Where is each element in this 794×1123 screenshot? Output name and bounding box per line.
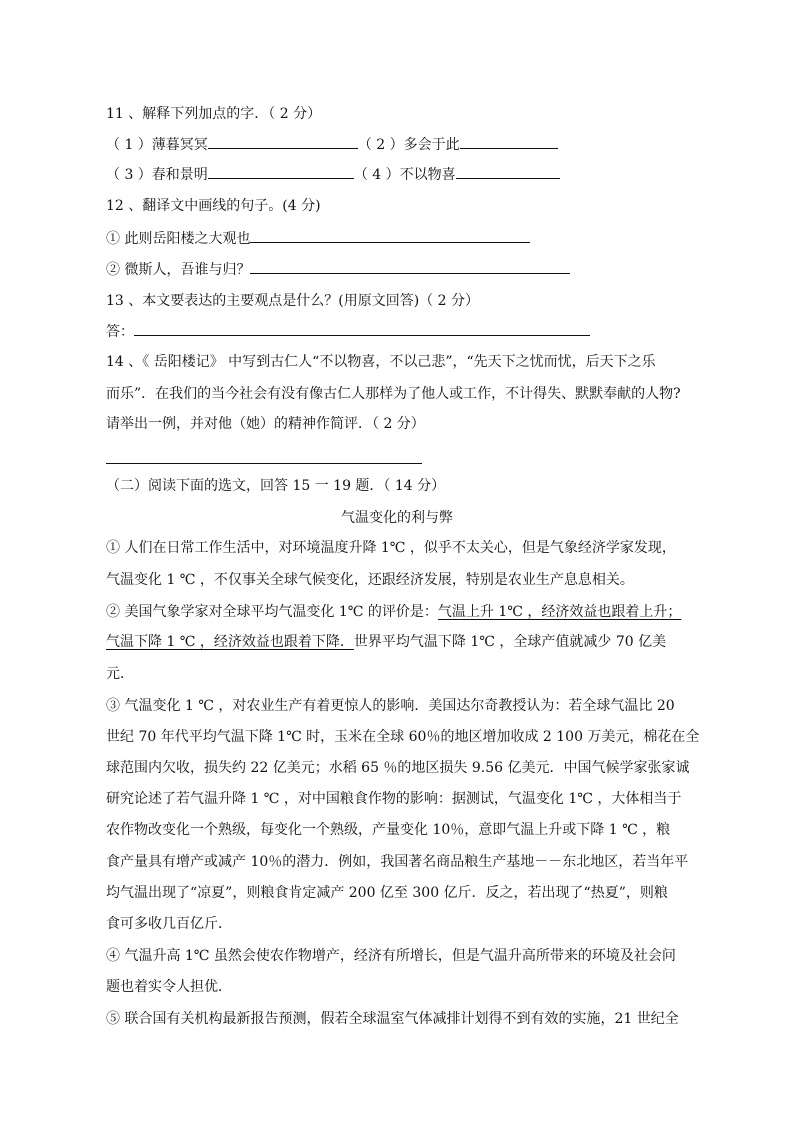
q12-row-2 [106, 259, 570, 280]
p2-underlined-sentence: 气温上升 1℃ ，经济效益也跟着上升； [437, 604, 682, 620]
q13-answer-row [106, 321, 590, 342]
q14-line-2: 而乐”．在我们的当今社会有没有像古仁人那样为了他人或工作，不计得失、默默奉献的人物? [106, 386, 681, 402]
answer-blank[interactable] [460, 134, 558, 149]
p2-text: ② 美国气象学家对全球平均气温变化 1℃ 的评价是： [106, 604, 438, 620]
answer-blank[interactable] [208, 164, 354, 179]
q14-answer-line[interactable] [106, 463, 422, 464]
p1-line-1: ① 人们在日常工作生活中，对环境温度升降 1℃ ，似乎不太关心，但是气象经济学家发现， [106, 540, 676, 556]
p4-line-2: 题也着实令人担优． [106, 979, 232, 995]
p2-text: 世界平均气温下降 1℃ ，全球产值就减少 70 亿美 [353, 634, 667, 650]
q14-line-1: 14 、《 岳阳楼记》 中写到古仁人“不以物喜，不以己悲”，“先天下之忧而忧，后天下之乐 [106, 354, 656, 370]
p3-line-5: 农作物改变化一个熟级，每变化一个熟级，产量变化 10％，意即气温上升或下降 1 ℃ ，粮 [106, 822, 671, 838]
p2-line-1 [106, 602, 681, 622]
p3-line-7: 均气温出现了“凉夏”，则粮食肯定减产 200 亿至 300 亿斤．反之，若出现了“热夏”，则粮 [106, 885, 668, 901]
q11-row-2 [106, 164, 560, 185]
section2-heading: （二）阅读下面的选文，回答 15 一 19 题．（ 14 分） [106, 478, 446, 494]
p3-line-1: ③ 气温变化 1 ℃ ，对农业生产有着更惊人的影响．美国达尔奇教授认为：若全球气温比 20 [106, 698, 675, 714]
q12-stem: 12 、翻译文中画线的句子。(4 分) [106, 198, 321, 214]
q11-stem: 11 、解释下列加点的字．（ 2 分） [106, 106, 322, 122]
passage-title: 气温变化的利与弊 [341, 510, 453, 526]
q11-item-2: （ 2 ）多会于此 [357, 137, 460, 153]
q12-row-1 [106, 228, 530, 249]
answer-blank[interactable] [208, 134, 358, 149]
answer-blank[interactable] [134, 321, 590, 336]
q11-item-4: （ 4 ）不以物喜 [353, 167, 456, 183]
p3-line-2: 世纪 70 年代平均气温下降 1℃ 时，玉米在全球 60％的地区增加收成 2 100 万美元，棉花在全 [106, 729, 700, 745]
q14-line-3: 请举出一例，并对他（她）的精神作简评．（ 2 分） [106, 416, 425, 432]
answer-blank[interactable] [250, 228, 530, 243]
p3-line-8: 食可多收几百亿斤． [106, 916, 232, 932]
answer-blank[interactable] [250, 259, 570, 274]
q12-item-2: ② 微斯人，吾谁与归？ [106, 262, 251, 278]
p3-line-4: 研究论述了若气温升降 1 ℃ ，对中国粮食作物的影响：据测试，气温变化 1℃ ，大体相当于 [106, 791, 682, 807]
p2-underlined-sentence: 气温下降 1 ℃ ，经济效益也跟着下降． [106, 634, 354, 650]
p5-line-1: ⑤ 联合国有关机构最新报告预测，假若全球温室气体减排计划得不到有效的实施，21 世纪全 [106, 1011, 679, 1027]
q12-item-1: ① 此则岳阳楼之大观也 [106, 231, 251, 247]
answer-blank[interactable] [456, 164, 560, 179]
q13-answer-label: 答： [106, 324, 134, 340]
p1-line-2: 气温变化 1 ℃ ，不仅事关全球气候变化，还跟经济发展，特别是农业生产息息相关。 [106, 572, 634, 588]
q11-item-3: （ 3 ）春和景明 [106, 167, 208, 183]
q13-stem: 13 、本文要表达的主要观点是什么？(用原文回答)（ 2 分） [106, 293, 479, 309]
p2-line-2 [106, 632, 666, 652]
p4-line-1: ④ 气温升高 1℃ 虽然会使农作物增产，经济有所增长，但是气温升高所带来的环境及社会问 [106, 948, 676, 964]
p3-line-3: 球范围内欠收，损失约 22 亿美元；水稻 65 ％的地区损失 9.56 亿美元．中国气候学家张家诚 [106, 760, 690, 776]
q11-row-1 [106, 134, 558, 155]
p2-line-3: 元． [106, 666, 134, 682]
q11-item-1: （ 1 ）薄暮冥冥 [106, 137, 208, 153]
p3-line-6: 食产量具有增产或减产 10％的潜力．例如，我国著名商品粮生产基地－－东北地区，若当年平 [106, 854, 689, 870]
